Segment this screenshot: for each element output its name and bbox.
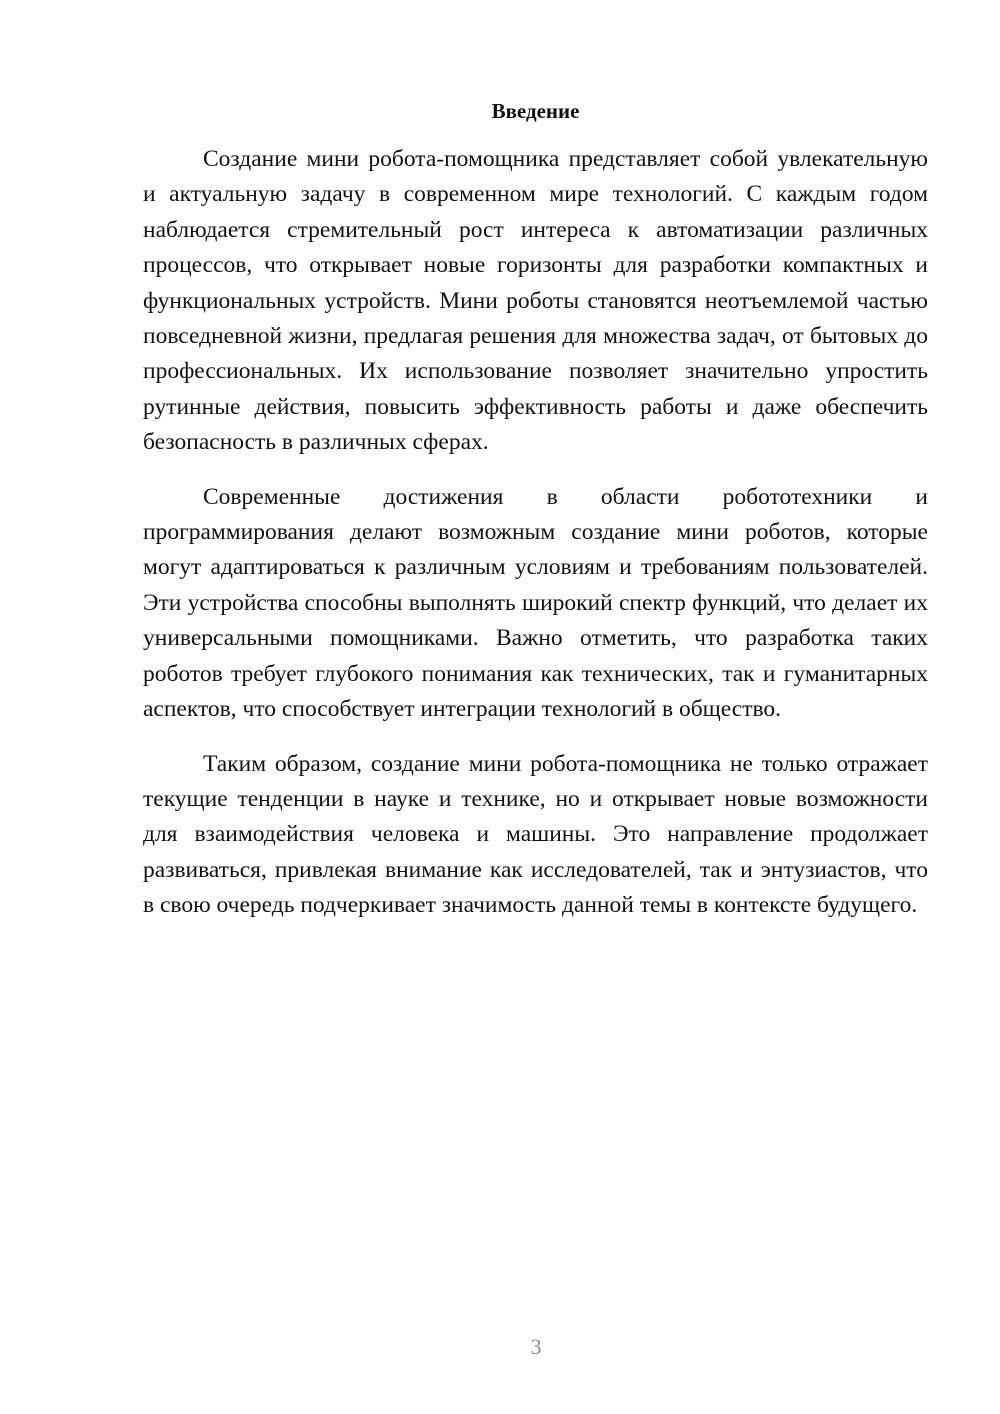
- paragraph: Современные достижения в области робототехники и программирования делают возможным создание мини роботов, которые могут адаптироваться к различным условиям и требованиям пользователей. Эти устройства способны выполнять широкий спектр функций, что делает их универсальными помощниками. Важно отметить, что разработка таких роботов требует глубокого понимания как технических, так и гуманитарных аспектов, что способствует интеграции технологий в общество.: [143, 483, 928, 723]
- paragraph: Создание мини робота-помощника представляет собой увлекательную и актуальную задачу в современном мире технологий. С каждым годом наблюдается стремительный рост интереса к автоматизации различных процессов, что открывает новые горизонты для разработки компактных и функциональных устройств. Мини роботы становятся неотъемлемой частью повседневной жизни, предлагая решения для множества задач, от бытовых до профессиональных. Их использование позволяет значительно упростить рутинные действия, повысить эффективность работы и даже обеспечить безопасность в различных сферах.: [143, 146, 928, 456]
- paragraph: Таким образом, создание мини робота-помощника не только отражает текущие тенденции в науке и технике, но и открывает новые возможности для взаимодействия человека и машины. Это направление продолжает развиваться, привлекая внимание как исследователей, так и энтузиастов, что в свою очередь подчеркивает значимость данной темы в контексте будущего.: [143, 750, 928, 919]
- section-heading: Введение: [491, 99, 580, 123]
- body-text: [143, 142, 928, 943]
- page-number: 3: [530, 1334, 542, 1359]
